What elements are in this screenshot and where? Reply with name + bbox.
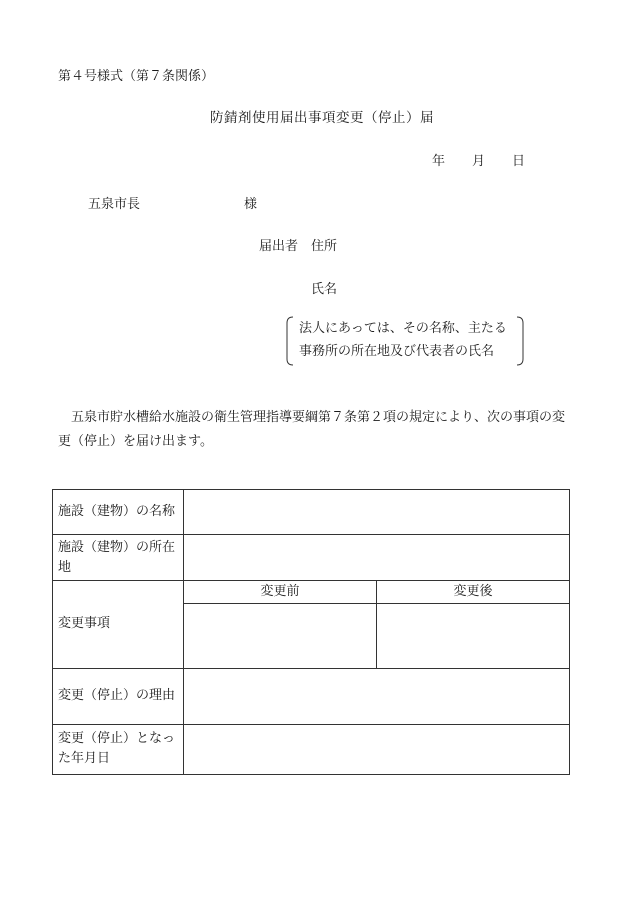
- reason-label: 変更（停止）の理由: [53, 668, 184, 724]
- facility-name-label: 施設（建物）の名称: [53, 490, 184, 535]
- applicant-label: 届出者: [259, 239, 299, 254]
- addressee-name: 五泉市長: [88, 197, 141, 212]
- before-change-header: 変更前: [184, 581, 377, 604]
- date-day-label: 日: [512, 154, 526, 169]
- document-title: 防錆剤使用届出事項変更（停止）届: [210, 110, 434, 126]
- form-number: 第４号様式（第７条関係）: [58, 69, 215, 84]
- facility-location-label: 施設（建物）の所在地: [53, 535, 184, 581]
- body-text: 五泉市貯水槽給水施設の衛生管理指導要綱第７条第２項の規定により、次の事項の変更（停止）を届け出ます。: [58, 410, 566, 449]
- table-row: [53, 724, 570, 774]
- name-label: 氏名: [311, 282, 338, 297]
- after-change-header: 変更後: [377, 581, 570, 604]
- after-change-field[interactable]: [377, 604, 570, 668]
- change-date-field[interactable]: [184, 724, 570, 774]
- date-month-label: 月: [472, 154, 486, 169]
- facility-name-field[interactable]: [184, 490, 570, 535]
- form-table: [52, 489, 570, 775]
- before-change-field[interactable]: [184, 604, 377, 668]
- corporation-note-line-2: 事務所の所在地及び代表者の氏名: [299, 344, 495, 359]
- table-row: [53, 490, 570, 535]
- corporation-note-line-1: 法人にあっては、その名称、主たる: [299, 321, 507, 336]
- change-date-label: 変更（停止）となった年月日: [53, 724, 184, 774]
- corporation-note: [285, 316, 525, 366]
- address-label: 住所: [311, 239, 338, 254]
- reason-field[interactable]: [184, 668, 570, 724]
- date-year-label: 年: [432, 154, 446, 169]
- facility-location-field[interactable]: [184, 535, 570, 581]
- addressee-honorific: 様: [244, 197, 258, 212]
- table-row: [53, 535, 570, 581]
- change-items-label: 変更事項: [53, 581, 184, 668]
- table-row: [53, 581, 570, 604]
- table-row: [53, 668, 570, 724]
